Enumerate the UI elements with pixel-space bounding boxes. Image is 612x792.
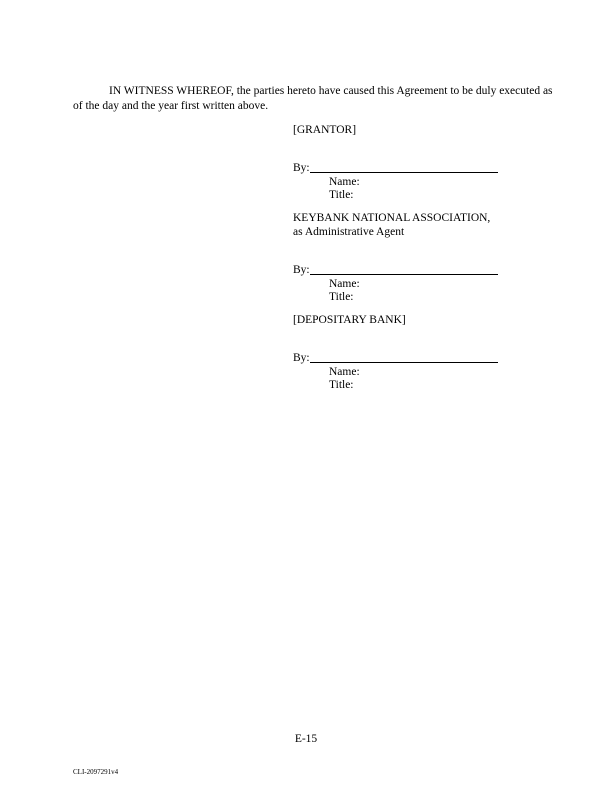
name-label: Name: xyxy=(329,176,360,188)
title-label: Title: xyxy=(329,189,354,201)
party-name: [GRANTOR] xyxy=(293,124,357,136)
party-name: [DEPOSITARY BANK] xyxy=(293,314,406,326)
signature-block-grantor xyxy=(293,123,533,201)
title-label: Title: xyxy=(329,291,354,303)
signature-blank xyxy=(310,172,498,173)
signature-line xyxy=(293,263,533,277)
witness-paragraph xyxy=(73,84,553,114)
name-label: Name: xyxy=(329,366,360,378)
title-label: Title: xyxy=(329,379,354,391)
signature-blank xyxy=(310,274,498,275)
by-label: By: xyxy=(293,264,310,276)
witness-line-1: IN WITNESS WHEREOF, the parties hereto have caused this Agreement to be duly executed as xyxy=(109,85,553,97)
party-capacity: as Administrative Agent xyxy=(293,226,405,238)
document-id: CLI-2097291v4 xyxy=(73,768,119,776)
signature-blank xyxy=(310,362,498,363)
signature-line xyxy=(293,351,533,365)
by-label: By: xyxy=(293,352,310,364)
signature-block-depositary-bank xyxy=(293,313,533,391)
name-label: Name: xyxy=(329,278,360,290)
party-name: KEYBANK NATIONAL ASSOCIATION, xyxy=(293,212,491,224)
signature-line xyxy=(293,161,533,175)
witness-line-2: of the day and the year first written above. xyxy=(73,100,269,112)
page-number: E-15 xyxy=(294,733,318,745)
signature-block-keybank xyxy=(293,211,533,303)
by-label: By: xyxy=(293,162,310,174)
